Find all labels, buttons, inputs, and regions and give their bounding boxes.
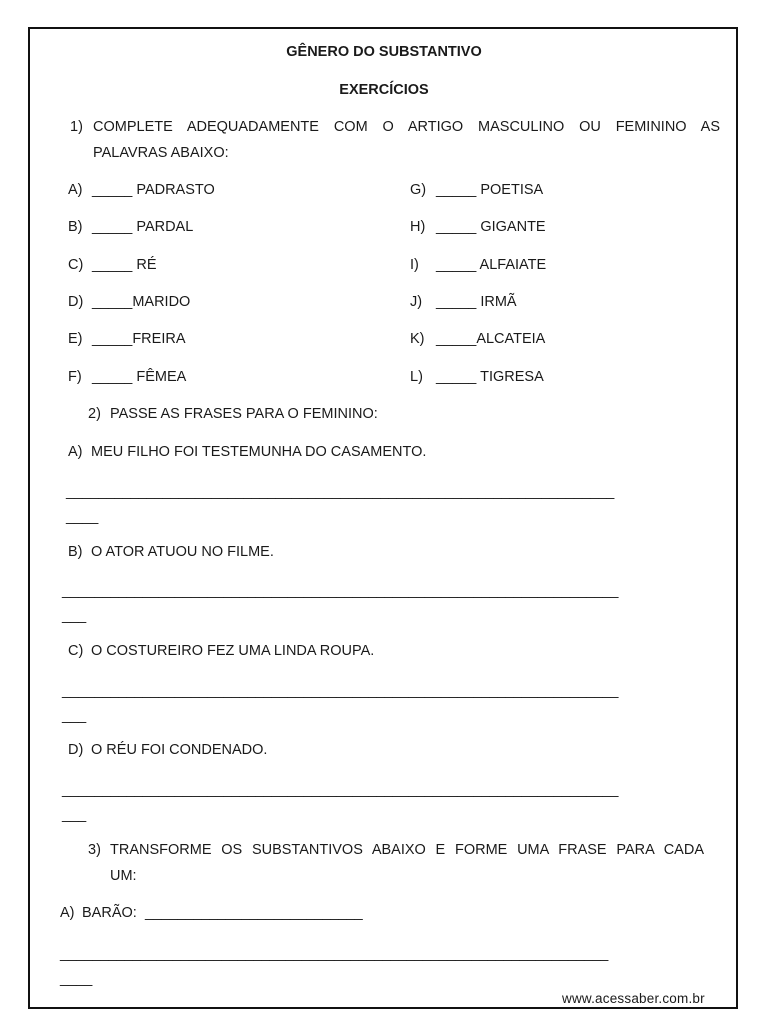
q1-item-letter: C) — [68, 257, 84, 273]
q1-item-letter: K) — [410, 331, 425, 347]
q1-item-letter: D) — [68, 294, 84, 310]
q1-item-letter: I) — [410, 257, 419, 273]
q1-item-text: _____FREIRA — [92, 331, 186, 347]
q2-item-letter: A) — [68, 444, 83, 460]
q3-item-letter: A) — [60, 905, 75, 921]
q2-item-letter: D) — [68, 742, 84, 758]
q1-item-letter: J) — [410, 294, 423, 310]
q1-item-letter: G) — [410, 182, 427, 198]
q3-instruction-line2: UM: — [110, 868, 137, 884]
footer-url: www.acessaber.com.br — [562, 991, 705, 1006]
q3-item-label: BARÃO: — [82, 905, 137, 921]
q1-item-text: _____ALCATEIA — [436, 331, 546, 347]
q1-instruction-line1: COMPLETE ADEQUADAMENTE COM O ARTIGO MASCULINO OU FEMININO AS — [93, 119, 720, 135]
answer-line-tail[interactable]: ____ — [66, 509, 99, 525]
answer-line-tail[interactable]: ___ — [62, 708, 87, 724]
q1-item-text: _____ PADRASTO — [92, 182, 215, 198]
q2-heading: PASSE AS FRASES PARA O FEMININO: — [110, 406, 378, 422]
q1-item-text: _____ ALFAIATE — [436, 257, 547, 273]
q1-item-text: _____MARIDO — [92, 294, 191, 310]
q2-item-text: O ATOR ATUOU NO FILME. — [91, 544, 274, 560]
q2-item-text: O COSTUREIRO FEZ UMA LINDA ROUPA. — [91, 643, 375, 659]
page-title: GÊNERO DO SUBSTANTIVO — [286, 44, 482, 60]
answer-line[interactable]: _____________________________________________________________________ — [62, 583, 619, 599]
answer-line-tail[interactable]: ____ — [60, 971, 93, 987]
q2-item-letter: C) — [68, 643, 84, 659]
answer-blank[interactable]: ___________________________ — [145, 905, 363, 921]
q1-item-text: _____ TIGRESA — [436, 369, 544, 385]
q2-item-text: MEU FILHO FOI TESTEMUNHA DO CASAMENTO. — [91, 444, 427, 460]
answer-line-tail[interactable]: ___ — [62, 608, 87, 624]
q1-instruction-line2: PALAVRAS ABAIXO: — [93, 145, 229, 161]
page-border — [28, 27, 738, 1009]
q2-item-text: O RÉU FOI CONDENADO. — [91, 742, 268, 758]
q1-item-letter: B) — [68, 219, 83, 235]
q1-item-letter: H) — [410, 219, 426, 235]
q1-item-letter: E) — [68, 331, 83, 347]
q1-item-text: _____ IRMÃ — [436, 294, 517, 310]
page-subtitle: EXERCÍCIOS — [339, 82, 429, 98]
q1-item-text: _____ GIGANTE — [436, 219, 546, 235]
q1-item-letter: F) — [68, 369, 82, 385]
q1-number: 1) — [70, 119, 83, 135]
q1-item-text: _____ POETISA — [436, 182, 544, 198]
q2-number: 2) — [88, 406, 101, 422]
answer-line[interactable]: ____________________________________________________________________ — [66, 484, 615, 500]
q3-number: 3) — [88, 842, 101, 858]
q1-item-letter: A) — [68, 182, 83, 198]
answer-line[interactable]: _____________________________________________________________________ — [62, 683, 619, 699]
q1-item-letter: L) — [410, 369, 423, 385]
q3-instruction-line1: TRANSFORME OS SUBSTANTIVOS ABAIXO E FORME UMA FRASE PARA CADA — [110, 842, 704, 858]
answer-line[interactable]: _____________________________________________________________________ — [62, 782, 619, 798]
q2-item-letter: B) — [68, 544, 83, 560]
q1-item-text: _____ RÉ — [92, 257, 157, 273]
q1-item-text: _____ PARDAL — [92, 219, 194, 235]
answer-line[interactable]: ____________________________________________________________________ — [60, 946, 609, 962]
answer-line-tail[interactable]: ___ — [62, 807, 87, 823]
q1-item-text: _____ FÊMEA — [92, 369, 187, 385]
